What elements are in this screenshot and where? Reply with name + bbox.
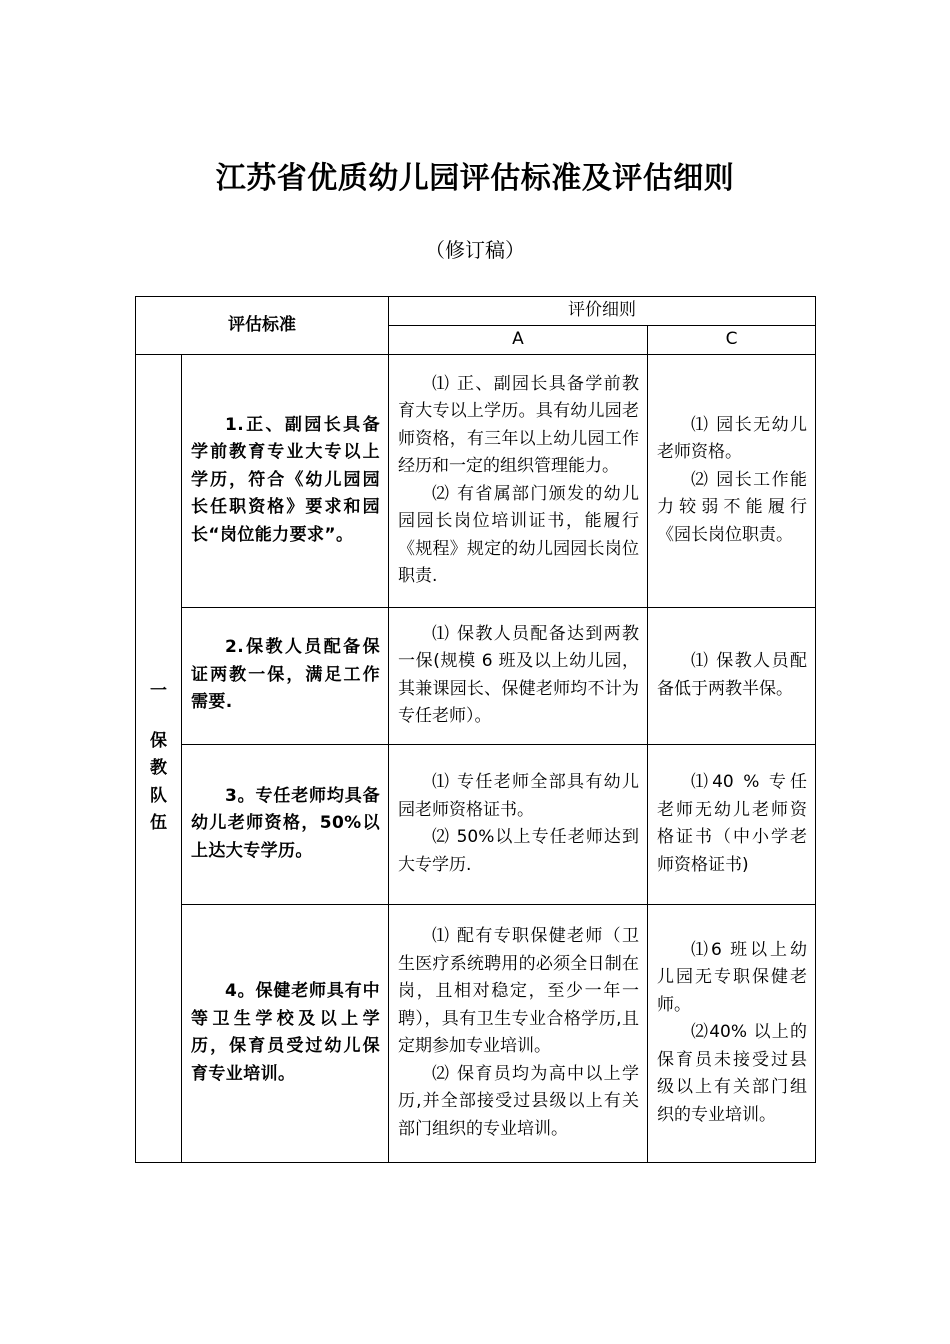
category-number: 一 bbox=[150, 681, 167, 702]
category-char: 伍 bbox=[150, 813, 167, 834]
header-col-c: C bbox=[648, 325, 816, 354]
detail-a-item: ⑴ 保教人员配备达到两教一保(规模 6 班及以上幼儿园，其兼课园长、保健老师均不计为专任老师）。 bbox=[398, 623, 639, 726]
detail-c-item: ⑴40 % 专任老师无幼儿老师资格证书（中小学老师资格证书) bbox=[657, 772, 807, 875]
document-title: 江苏省优质幼儿园评估标准及评估细则 bbox=[215, 161, 735, 196]
detail-c-item: ⑵40% 以上的保育员未接受过县级以上有关部门组织的专业培训。 bbox=[657, 1022, 807, 1125]
detail-a-cell bbox=[389, 607, 648, 744]
standard-cell: 4。保健老师具有中等卫生学校及以上学历，保育员受过幼儿保育专业培训。 bbox=[182, 904, 389, 1162]
detail-c-cell bbox=[648, 744, 816, 904]
table-row bbox=[136, 607, 816, 744]
evaluation-table bbox=[135, 296, 816, 1163]
header-standard: 评估标准 bbox=[136, 297, 389, 355]
detail-a-item: ⑴ 正、副园长具备学前教育大专以上学历。具有幼儿园老师资格，有三年以上幼儿园工作经历和一定的组织管理能力。 bbox=[398, 373, 639, 476]
detail-c-cell bbox=[648, 354, 816, 607]
category-char: 队 bbox=[150, 785, 167, 806]
document-subtitle: （修订稿） bbox=[425, 238, 525, 262]
category-char: 保 bbox=[150, 730, 167, 751]
table-row bbox=[136, 744, 816, 904]
table-row bbox=[136, 354, 816, 607]
detail-a-cell bbox=[389, 744, 648, 904]
header-details: 评价细则 bbox=[389, 297, 816, 326]
category-char: 教 bbox=[150, 758, 167, 779]
standard-cell: 2.保教人员配备保证两教一保，满足工作需要. bbox=[182, 607, 389, 744]
detail-a-item: ⑵ 50%以上专任老师达到大专学历. bbox=[398, 827, 639, 875]
detail-a-item: ⑴ 配有专职保健老师（卫生医疗系统聘用的必须全日制在岗，且相对稳定，至少一年一聘），具有卫生专业合格学历,且定期参加专业培训。 bbox=[398, 926, 639, 1056]
detail-a-cell bbox=[389, 904, 648, 1162]
standard-cell: 3。专任老师均具备幼儿老师资格，50%以上达大专学历。 bbox=[182, 744, 389, 904]
detail-c-item: ⑴ 保教人员配备低于两教半保。 bbox=[657, 651, 807, 699]
header-col-a: A bbox=[389, 325, 648, 354]
standard-cell: 1.正、副园长具备学前教育专业大专以上学历，符合《幼儿园园长任职资格》要求和园长“岗位能力要求”。 bbox=[182, 354, 389, 607]
detail-c-item: ⑴6 班以上幼儿园无专职保健老师。 bbox=[657, 939, 807, 1015]
detail-a-item: ⑵ 保育员均为高中以上学历,并全部接受过县级以上有关部门组织的专业培训。 bbox=[398, 1063, 639, 1139]
detail-c-cell bbox=[648, 904, 816, 1162]
detail-c-item: ⑴ 园长无幼儿老师资格。 bbox=[657, 414, 807, 463]
table-row bbox=[136, 904, 816, 1162]
detail-c-cell bbox=[648, 607, 816, 744]
detail-a-cell bbox=[389, 354, 648, 607]
detail-a-item: ⑴ 专任老师全部具有幼儿园老师资格证书。 bbox=[398, 772, 639, 820]
detail-a-item: ⑵ 有省属部门颁发的幼儿园园长岗位培训证书，能履行《规程》规定的幼儿园园长岗位职责. bbox=[398, 483, 639, 586]
category-cell bbox=[136, 354, 182, 1162]
detail-c-item: ⑵ 园长工作能力较弱不能履行《园长岗位职责。 bbox=[657, 469, 807, 545]
